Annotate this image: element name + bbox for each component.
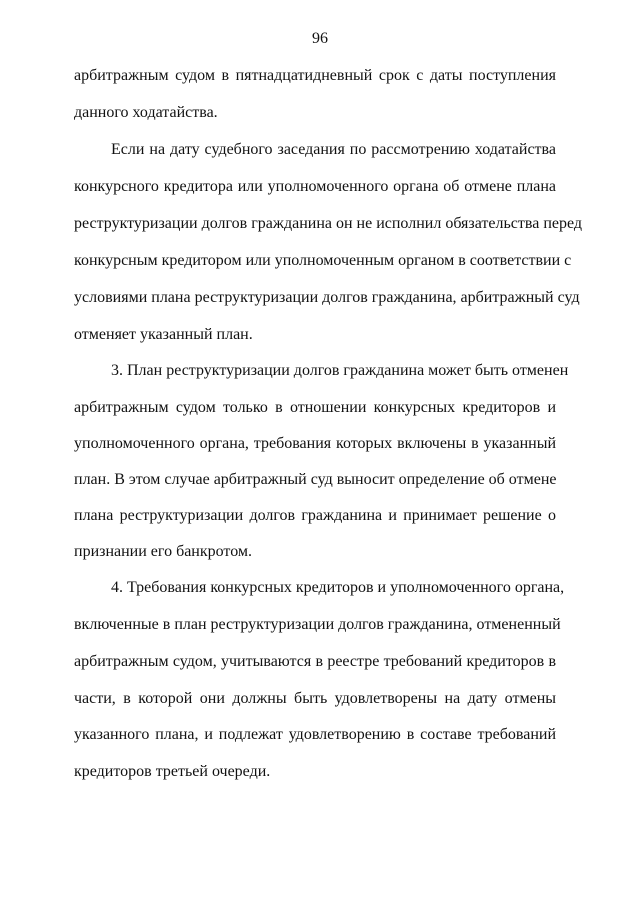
text-line: данного ходатайства. — [74, 104, 218, 121]
text-line: арбитражным судом только в отношении конкурсных кредиторов и — [74, 399, 556, 416]
text-line: части, в которой они должны быть удовлетворены на дату отмены — [74, 690, 556, 707]
text-line: конкурсным кредитором или уполномоченным органом в соответствии с — [74, 252, 572, 269]
text-line: признании его банкротом. — [74, 543, 253, 560]
text-line: конкурсного кредитора или уполномоченного органа об отмене плана — [74, 178, 556, 195]
text-line: отменяет указанный план. — [74, 326, 253, 343]
text-line: условиями плана реструктуризации долгов гражданина, арбитражный суд — [74, 289, 580, 306]
text-line: арбитражным судом в пятнадцатидневный срок с даты поступления — [74, 67, 556, 84]
text-line: плана реструктуризации долгов гражданина и принимает решение о — [74, 507, 556, 524]
paragraph-first-line: 4. Требования конкурсных кредиторов и уполномоченного органа, — [111, 579, 565, 596]
text-line: арбитражным судом, учитываются в реестре требований кредиторов в — [74, 653, 556, 670]
paragraph-first-line: Если на дату судебного заседания по рассмотрению ходатайства — [111, 141, 556, 158]
text-line: реструктуризации долгов гражданина он не исполнил обязательства перед — [74, 215, 583, 232]
page-number: 96 — [312, 30, 328, 47]
paragraph-first-line: 3. План реструктуризации долгов гражданина может быть отменен — [111, 362, 569, 379]
text-line: план. В этом случае арбитражный суд выносит определение об отмене — [74, 471, 557, 488]
text-line: указанного плана, и подлежат удовлетворению в составе требований — [74, 726, 556, 743]
text-line: уполномоченного органа, требования которых включены в указанный — [74, 435, 556, 452]
text-line: включенные в план реструктуризации долгов гражданина, отмененный — [74, 616, 561, 633]
text-line: кредиторов третьей очереди. — [74, 763, 271, 780]
